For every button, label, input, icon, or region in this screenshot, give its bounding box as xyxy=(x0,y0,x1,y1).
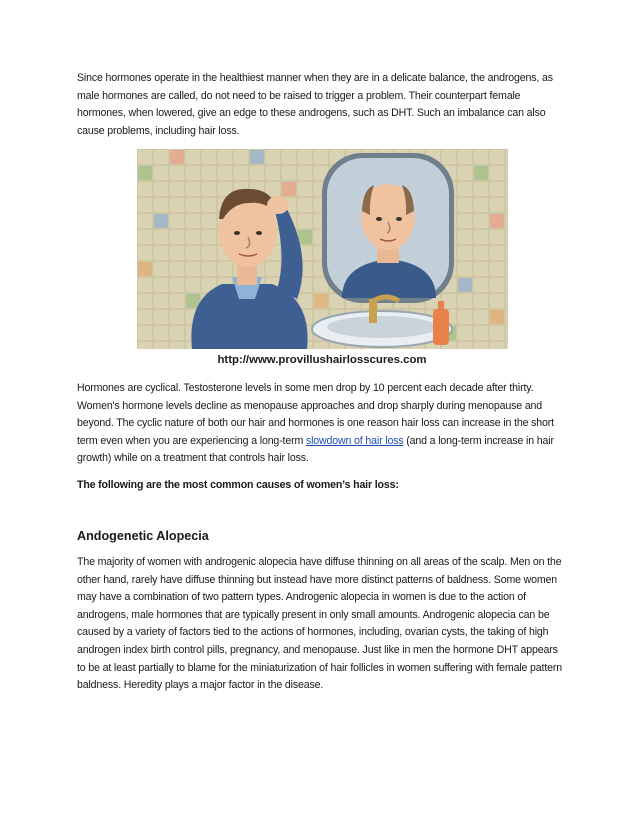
slowdown-of-hair-loss-link[interactable]: slowdown of hair loss xyxy=(305,434,404,447)
alopecia-paragraph: The majority of women with androgenic alopecia have diffuse thinning on all areas of the scalp. Men on the other hand, rarely have diffuse thinning but instead have more distinct patterns of baldness. Some women may have a combination of two pattern types. Androgenic alopecia in women is due to the action of androgens, male hormones that are typically present in only small amounts. Androgenic alopecia can be caused by a variety of factors tied to the actions of hormones, including, ovarian cysts, the taking of high androgen index birth control pills, pregnancy, and menopause. Just like in men the hormone DHT appears to be at least partially to blame for the miniaturization of hair follicles in women suffering with female pattern baldness. Heredity plays a major factor in the disease. xyxy=(77,556,562,692)
illustration-man-checking-hair-in-mirror xyxy=(137,149,508,349)
text-after-link: (and a long-term increase in hair growth) while on a treatment that controls hair loss. xyxy=(77,434,554,465)
hormone-cycles-paragraph xyxy=(77,380,567,468)
figure-caption: http://www.provillushairlosscures.com xyxy=(217,354,427,366)
section-heading: Andogenetic Alopecia xyxy=(77,529,209,543)
causes-intro-text: The following are the most common causes of women’s hair loss: xyxy=(77,479,399,491)
text-before-link: Hormones are cyclical. Testosterone levels in some men drop by 10 percent each decade after thirty. Women's hormone levels decline as menopause approaches and drop sharply during menopause and beyond. The cyclic nature of both our hair and hormones is one reason hair loss can increase in the short term even when you are experiencing a long-term xyxy=(77,382,554,447)
intro-paragraph: Since hormones operate in the healthiest manner when they are in a delicate balance, the androgens, as male hormones are called, do not need to be raised to trigger a problem. Their counterpart female hormones, when lowered, give an edge to these androgens, such as DHT. Such an imbalance can also cause problems, including hair loss. xyxy=(77,72,553,137)
